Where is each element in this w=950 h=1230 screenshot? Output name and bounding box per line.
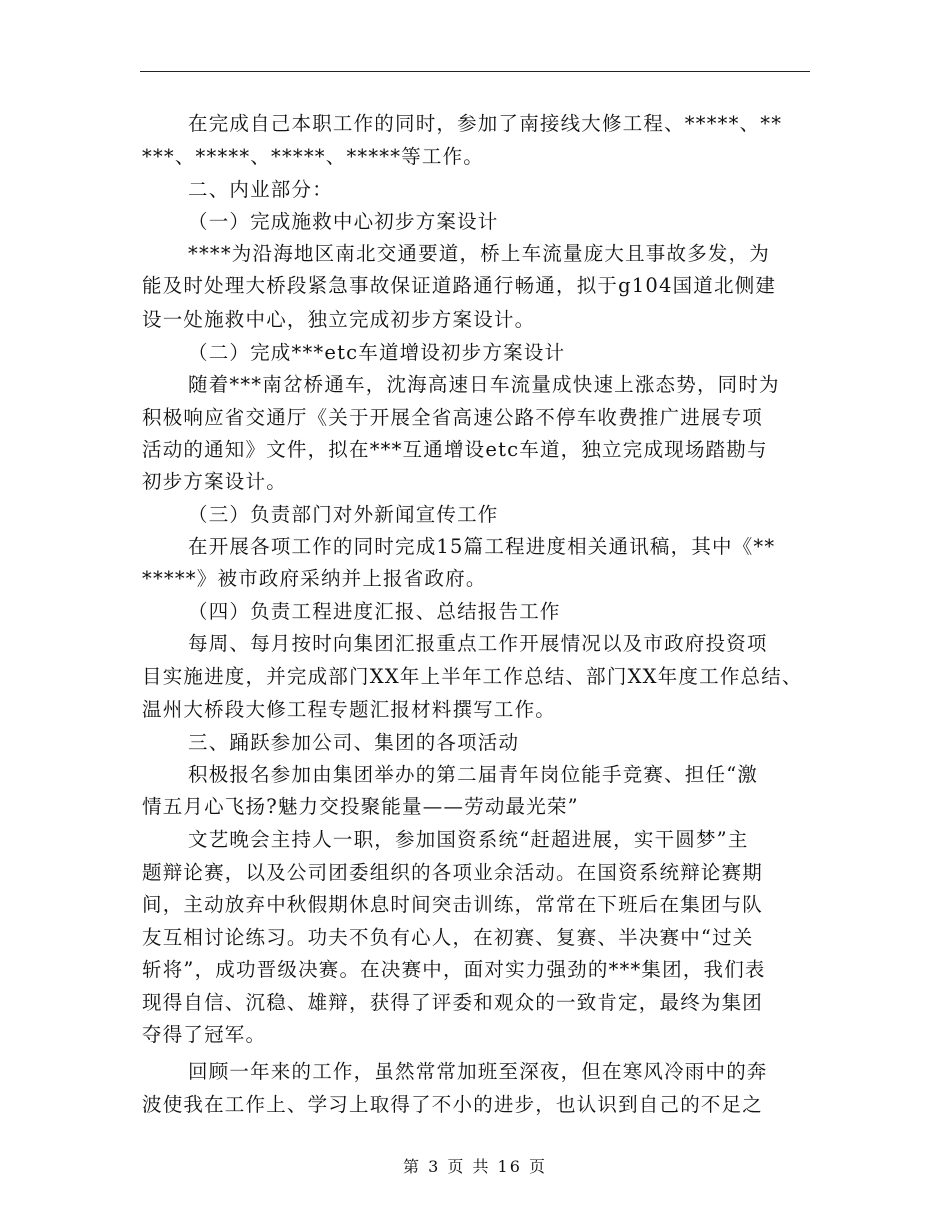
text-line: 能及时处理大桥段紧急事故保证道路通行畅通，拟于g104国道北侧建 xyxy=(142,274,777,297)
text-line: 目实施进度，并完成部门XX年上半年工作总结、部门XX年度工作总结、 xyxy=(142,665,803,688)
text-line: 波使我在工作上、学习上取得了不小的进步，也认识到自己的不足之 xyxy=(142,1093,764,1116)
text-line: 每周、每月按时向集团汇报重点工作开展情况以及市政府投资项 xyxy=(188,632,768,655)
text-line: ***、*****、*****、*****等工作。 xyxy=(142,145,485,168)
text-line: ****为沿海地区南北交通要道，桥上车流量庞大且事故多发，为 xyxy=(188,242,771,265)
text-line: 间，主动放弃中秋假期休息时间突击训练，常常在下班后在集团与队 xyxy=(142,893,764,916)
subsection-heading: （二）完成***etc车道增设初步方案设计 xyxy=(188,341,566,364)
subsection-heading: （四）负责工程进度汇报、总结报告工作 xyxy=(188,600,561,623)
text-line: 夺得了冠军。 xyxy=(142,1023,267,1046)
text-line: 题辩论赛，以及公司团委组织的各项业余活动。在国资系统辩论赛期 xyxy=(142,861,764,884)
text-line: 积极报名参加由集团举办的第二届青年岗位能手竞赛、担任“激 xyxy=(188,763,759,786)
text-line: 随着***南岔桥通车，沈海高速日车流量成快速上涨态势，同时为 xyxy=(188,373,780,396)
text-line: 现得自信、沉稳、雄辩，获得了评委和观众的一致肯定，最终为集团 xyxy=(142,991,764,1014)
section-heading: 二、内业部分： xyxy=(188,178,333,201)
text-line: 设一处施救中心，独立完成初步方案设计。 xyxy=(142,308,536,331)
text-line: 温州大桥段大修工程专题汇报材料撰写工作。 xyxy=(142,698,557,721)
text-line: 积极响应省交通厅《关于开展全省高速公路不停车收费推广进展专项 xyxy=(142,406,764,429)
text-line: 回顾一年来的工作，虽然常常加班至深夜，但在寒风冷雨中的奔 xyxy=(188,1060,768,1083)
page-footer: 第 3 页 共 16 页 xyxy=(403,1157,547,1176)
text-line: 活动的通知》文件，拟在***互通增设etc车道，独立完成现场踏勘与 xyxy=(142,438,768,461)
text-line: 斩将”，成功晋级决赛。在决赛中，面对实力强劲的***集团，我们表 xyxy=(142,958,766,981)
text-line: 文艺晚会主持人一职，参加国资系统“赶超进展，实干圆梦”主 xyxy=(188,828,749,851)
text-line: 在完成自己本职工作的同时，参加了南接线大修工程、*****、** xyxy=(188,112,783,135)
text-line: 友互相讨论练习。功夫不负有心人，在初赛、复赛、半决赛中“过关 xyxy=(142,926,754,949)
text-line: 初步方案设计。 xyxy=(142,470,287,493)
subsection-heading: （三）负责部门对外新闻宣传工作 xyxy=(188,503,499,526)
text-line: 情五月心飞扬?魅力交投聚能量——劳动最光荣” xyxy=(142,795,579,818)
text-line: 在开展各项工作的同时完成15篇工程进度相关通讯稿，其中《** xyxy=(188,535,776,558)
text-line: *****》被市政府采纳并上报省政府。 xyxy=(142,567,487,590)
header-rule xyxy=(140,71,810,72)
section-heading: 三、踊跃参加公司、集团的各项活动 xyxy=(188,731,520,754)
subsection-heading: （一）完成施救中心初步方案设计 xyxy=(188,210,499,233)
